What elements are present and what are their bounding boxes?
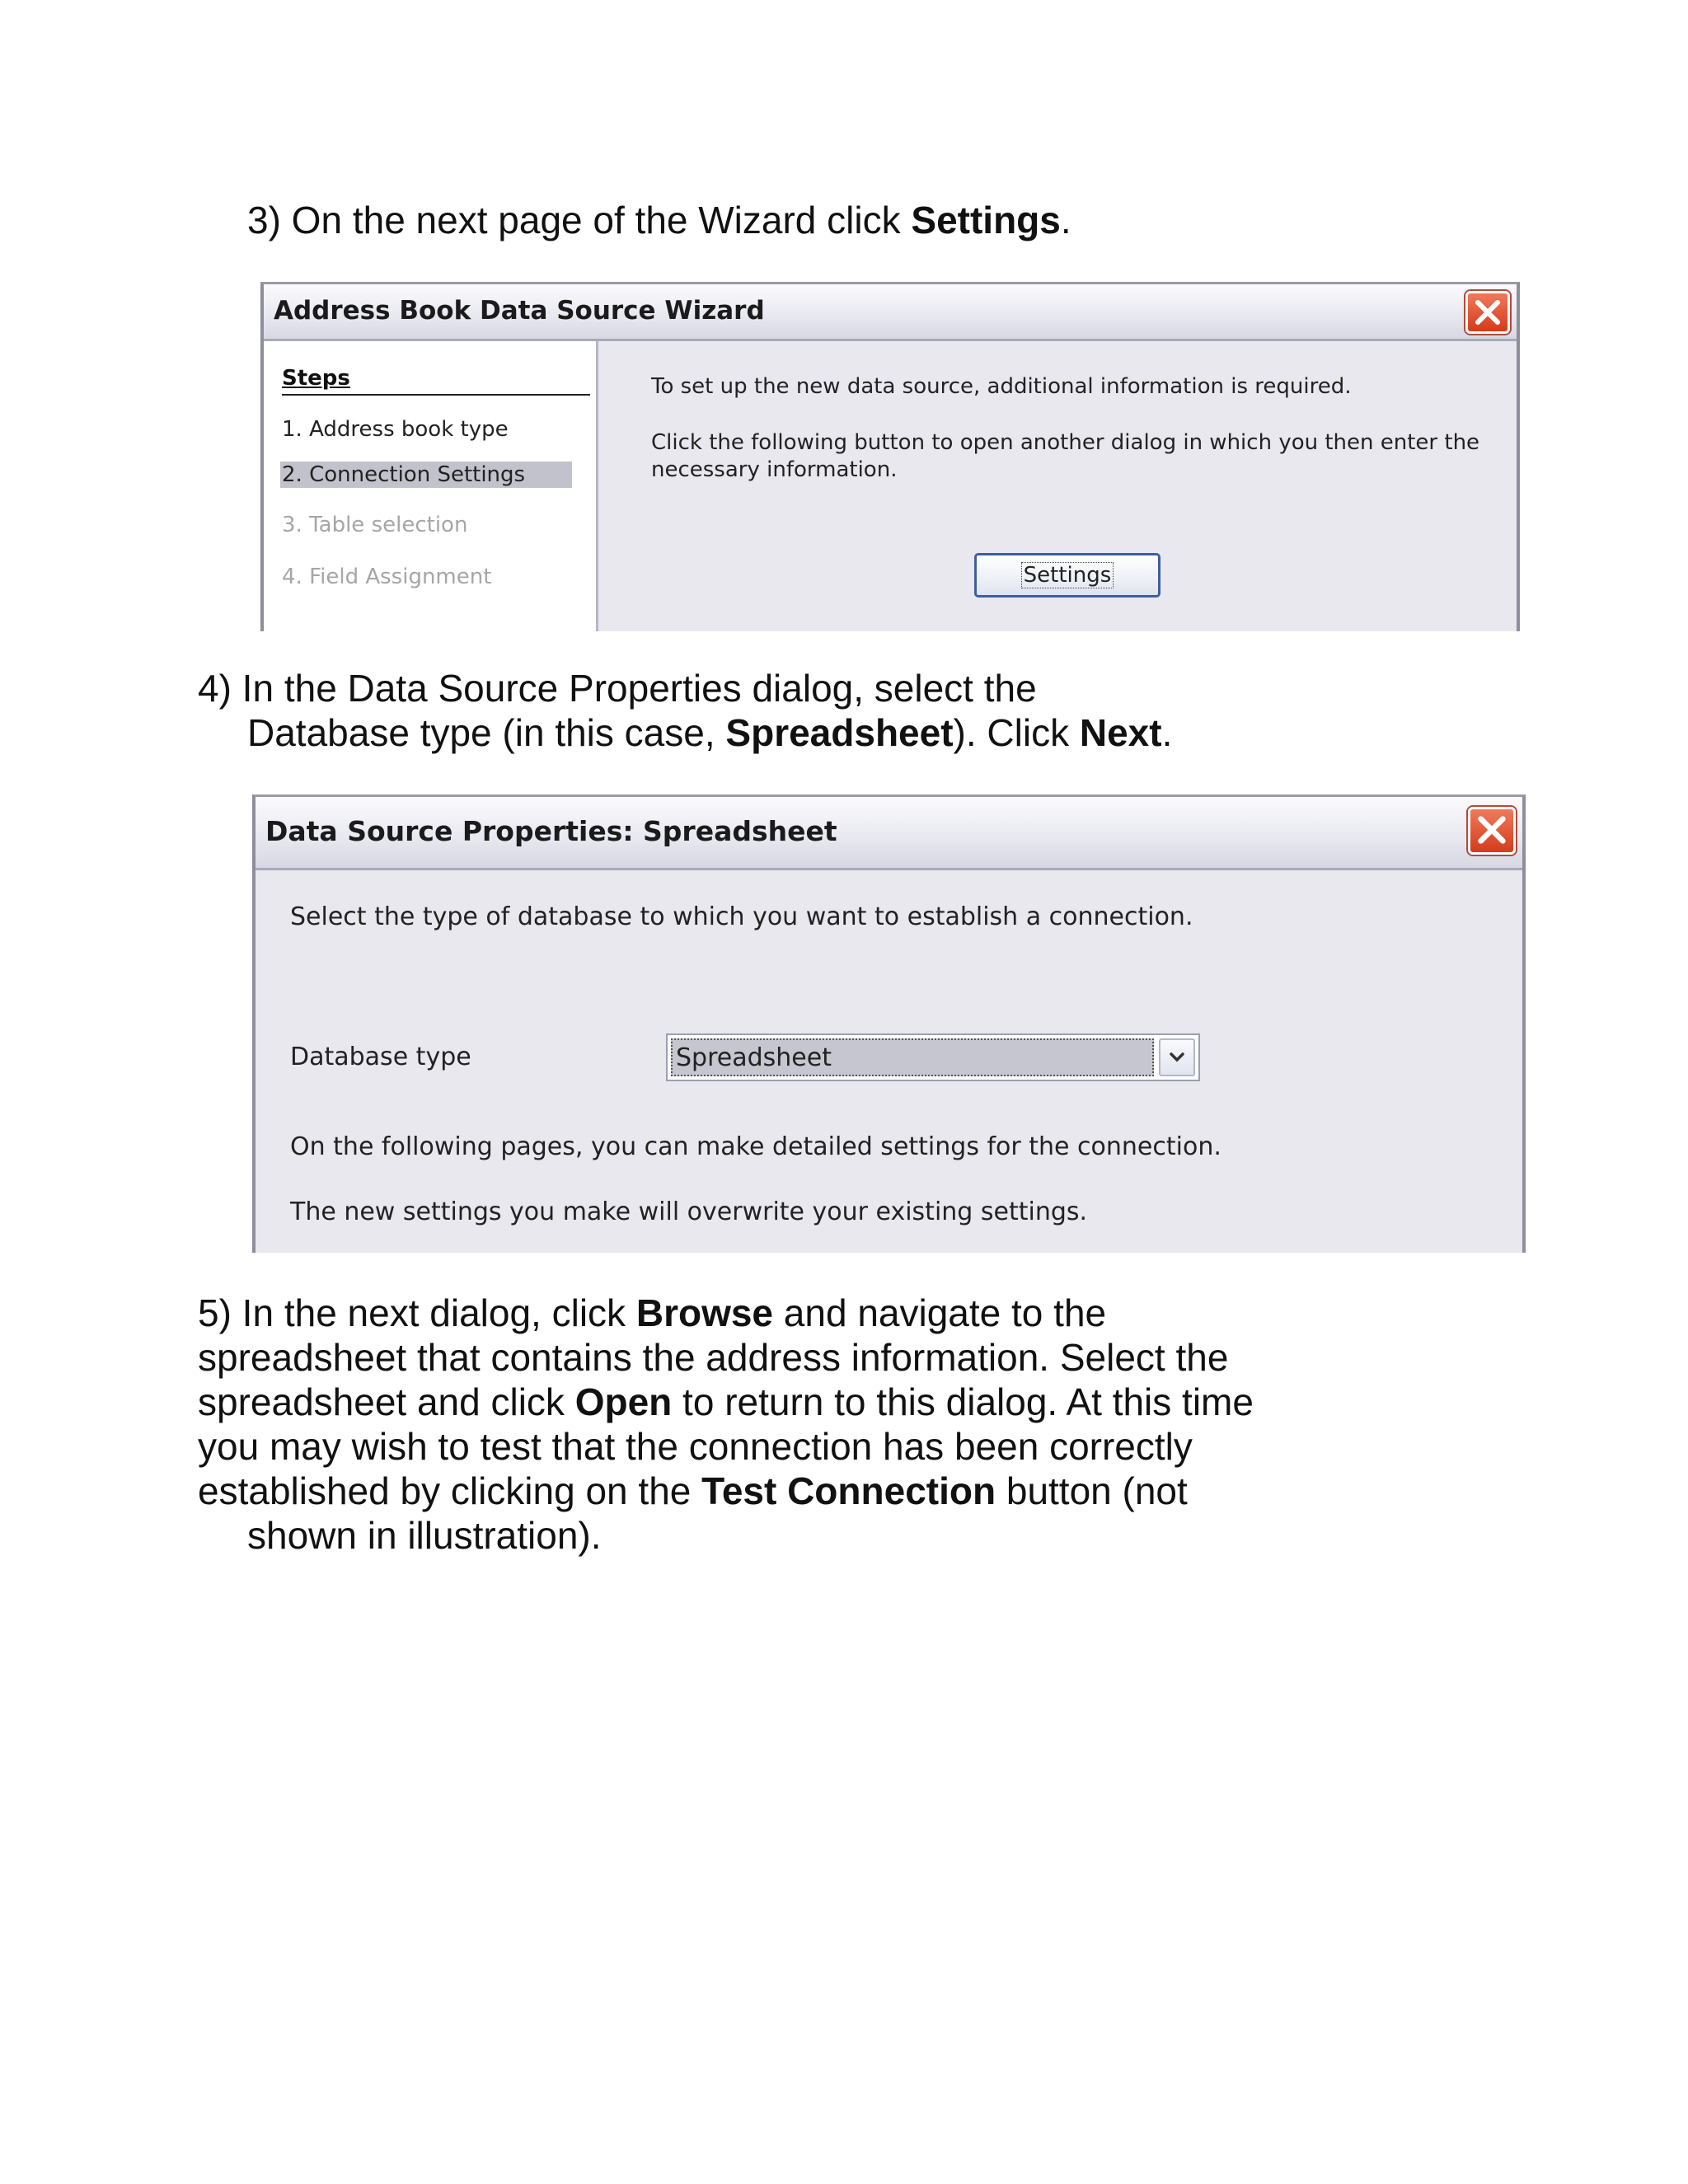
database-type-label: Database type [290,1043,471,1071]
database-type-value: Spreadsheet [671,1038,1154,1076]
database-type-select[interactable] [666,1033,1200,1081]
chevron-down-glyph [1169,1050,1185,1065]
step5-bold-open: Open [574,1380,673,1423]
step4-bold-spreadsheet: Spreadsheet [725,711,954,754]
step5-bold-browse: Browse [635,1291,774,1334]
step5-line3: spreadsheet and click Open to return to this dialog. At this time [198,1380,1254,1423]
step4-bold-next: Next [1079,711,1162,754]
dsp-titlebar [256,797,1522,870]
step4-paragraph [198,666,1172,755]
chevron-down-icon[interactable] [1159,1038,1195,1076]
step4-line1: 4) In the Data Source Properties dialog, select the [198,667,1037,710]
step3-text: 3) On the next page of the Wizard click [247,199,912,241]
step3-period: . [1060,199,1071,241]
step-table-selection: 3. Table selection [282,513,468,537]
close-icon[interactable] [1468,807,1516,855]
step5-line5: established by clicking on the Test Connection button (not [198,1469,1188,1512]
step-connection-settings[interactable]: 2. Connection Settings [280,462,572,488]
close-x-glyph [1475,813,1508,846]
settings-button[interactable] [974,553,1160,598]
close-x-glyph [1473,298,1503,327]
dsp-title: Data Source Properties: Spreadsheet [265,815,837,847]
step-address-book-type[interactable]: 1. Address book type [282,417,509,442]
settings-button-label: Settings [1021,562,1114,588]
step5-line2: spreadsheet that contains the address information. Select the [198,1336,1229,1379]
wizard-info-text: To set up the new data source, additional information is required. [651,374,1352,399]
close-icon[interactable] [1465,291,1510,334]
wizard-instruction-line1: Click the following button to open another dialog in which you then enter the [651,430,1480,455]
wizard-titlebar [264,284,1517,341]
address-book-wizard-dialog [260,282,1520,631]
wizard-title: Address Book Data Source Wizard [274,296,765,326]
step3-bold-settings: Settings [911,199,1061,241]
step3-paragraph [247,198,1071,242]
step5-bold-test-connection: Test Connection [701,1469,996,1512]
step4-line2: Database type (in this case, Spreadsheet). Click Next. [247,711,1173,754]
dsp-note-overwrite: The new settings you make will overwrite your existing settings. [290,1197,1088,1226]
step5-line6: shown in illustration). [247,1514,602,1557]
wizard-steps-pane [264,341,598,631]
dsp-note-detailed-settings: On the following pages, you can make detailed settings for the connection. [290,1132,1221,1161]
step5-paragraph [198,1291,1254,1558]
dsp-prompt: Select the type of database to which you want to establish a connection. [290,902,1193,931]
wizard-instruction-line2: necessary information. [651,457,898,482]
step-field-assignment: 4. Field Assignment [282,565,492,589]
step5-line1: 5) In the next dialog, click Browse and navigate to the [198,1291,1107,1334]
data-source-properties-dialog [252,794,1526,1253]
step5-line4: you may wish to test that the connection has been correctly [198,1425,1193,1468]
steps-heading: Steps [282,366,590,396]
